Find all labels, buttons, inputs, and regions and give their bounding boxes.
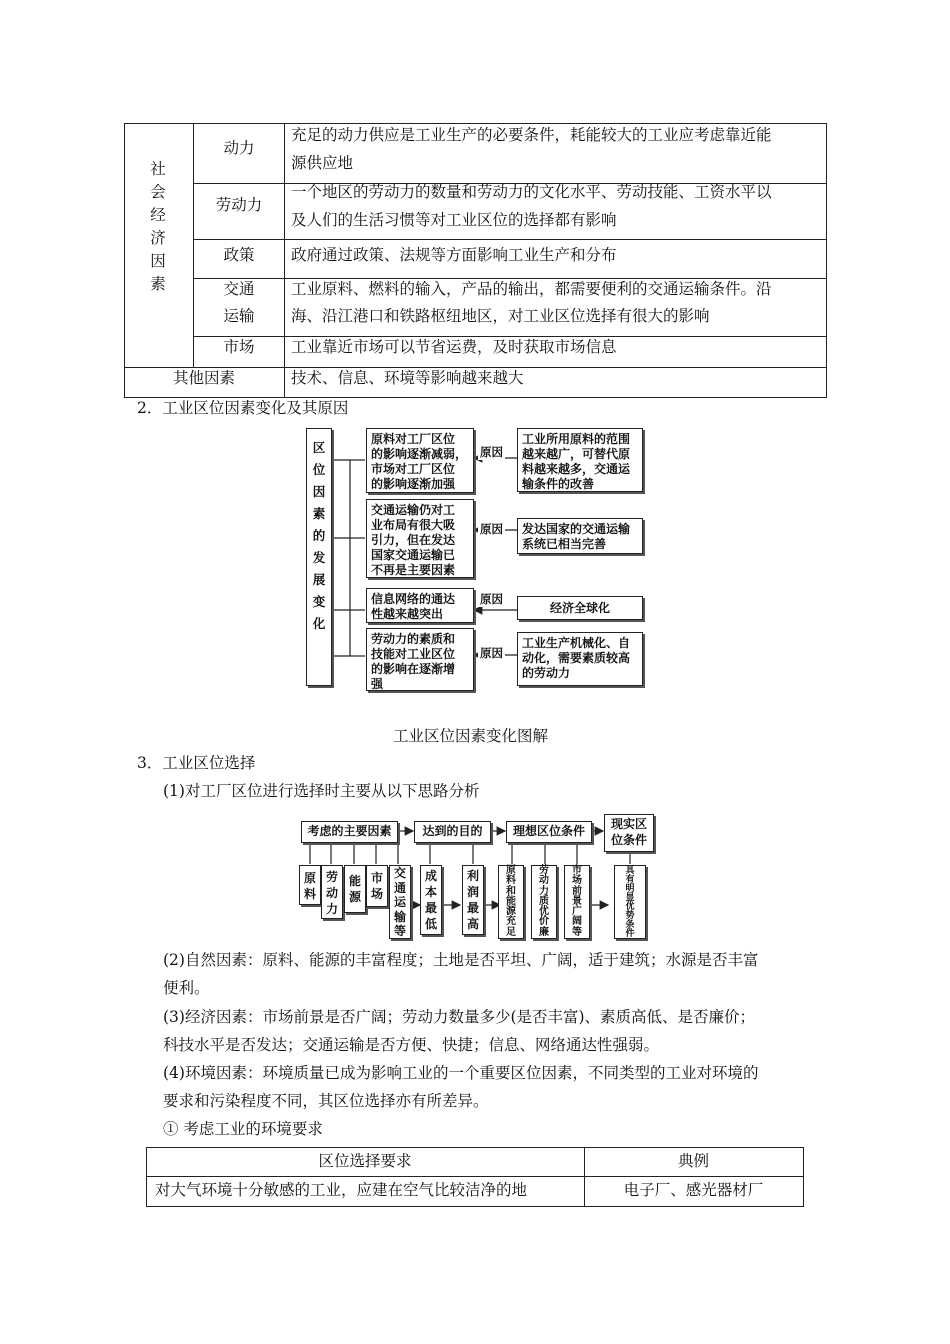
result-advantage [614, 865, 646, 939]
effect-line: 市场对工厂区位 [371, 462, 456, 476]
cause-line: 经济全球化 [549, 601, 610, 615]
flow-char: 原 [506, 865, 516, 876]
flow-char: 廉 [539, 926, 549, 938]
factor-policy: 政策 [223, 246, 255, 264]
desc-market: 工业靠近市场可以节省运费，及时获取市场信息 [291, 338, 617, 356]
step-line: 位条件 [610, 833, 647, 847]
para-economic-line2: 科技水平是否发达；交通运输是否方便、快捷；信息、网络通达性强弱。 [163, 1036, 660, 1054]
flow-char: 场 [370, 887, 383, 901]
flow-char: 力 [325, 902, 338, 916]
flow-char: 市 [370, 871, 383, 885]
arrow-label-reason: 原因 [480, 592, 503, 606]
flow-char: 能 [348, 874, 361, 888]
flow-char: 动 [325, 886, 338, 900]
effect-line: 的影响在逐渐增 [371, 662, 456, 676]
effect-line: 业布局有很大吸 [371, 518, 456, 532]
table2-header-requirement: 区位选择要求 [318, 1152, 412, 1170]
flow-char: 源 [506, 906, 516, 918]
step-goal: 达到的目的 [414, 821, 491, 843]
flow-char: 优 [539, 906, 549, 918]
cause-line: 工业生产机械化、自 [522, 636, 631, 650]
flow-char: 件 [625, 929, 635, 939]
effect-box-information [366, 588, 474, 623]
desc-labor-line2: 及人们的生活习惯等对工业区位的选择都有影响 [291, 211, 617, 229]
flow-char: 源 [348, 890, 361, 904]
flow-char: 成 [424, 869, 437, 883]
flow-char: 具 [625, 866, 635, 876]
flow-char: 料 [303, 887, 316, 901]
arrow-label-reason: 原因 [480, 522, 503, 536]
factor-transport-box [389, 865, 411, 939]
category-char: 因 [150, 252, 166, 270]
category-char: 经 [150, 206, 166, 224]
title-char: 的 [312, 528, 326, 543]
flow-char: 广 [572, 906, 582, 918]
desc-power-line1: 充足的动力供应是工业生产的必要条件，耗能较大的工业应考虑靠近能 [291, 126, 772, 144]
effect-line: 交通运输仍对工 [371, 503, 456, 517]
title-char: 位 [312, 462, 326, 477]
flow-char: 条 [625, 920, 635, 930]
factor-power: 动力 [223, 139, 255, 157]
flow-char: 劳 [539, 865, 549, 876]
factor-raw-material [299, 865, 321, 905]
flow-char: 明 [625, 884, 635, 894]
diagram-caption: 工业区位因素变化图解 [393, 727, 549, 745]
category-char: 素 [150, 275, 166, 293]
step-main-factors: 考虑的主要因素 [301, 821, 398, 843]
category-char: 社 [150, 160, 166, 178]
flow-char: 和 [506, 885, 516, 897]
flow-char: 价 [539, 916, 549, 928]
flow-char: 充 [506, 916, 516, 928]
effect-line: 的影响逐渐加强 [371, 477, 456, 491]
effect-box-labor [366, 628, 474, 691]
effect-line: 信息网络的通达 [371, 592, 456, 606]
table2-cell-requirement: 对大气环境十分敏感的工业，应建在空气比较洁净的地 [155, 1181, 528, 1199]
para-environment-line1: (4)环境因素：环境质量已成为影响工业的一个重要区位因素，不同类型的工业对环境的 [163, 1064, 759, 1082]
flow-char: 动 [539, 875, 549, 887]
flow-char: 势 [625, 911, 635, 921]
flow-char: 高 [466, 917, 479, 931]
effect-line: 不再是主要因素 [371, 563, 456, 577]
flow-char: 利 [466, 869, 479, 883]
diagram-title-box [306, 428, 332, 686]
flow-char: 景 [572, 895, 582, 907]
cause-line: 输条件的改善 [522, 477, 595, 491]
effect-line: 引力，但在发达 [371, 533, 456, 547]
flow-char: 显 [625, 893, 635, 903]
condition-materials-energy [498, 865, 524, 939]
flow-char: 通 [393, 880, 406, 895]
cause-box-mechanization [517, 632, 643, 686]
arrow-label-reason: 原因 [480, 646, 503, 660]
flow-char: 润 [466, 885, 479, 899]
effect-line: 的影响逐渐减弱， [371, 447, 468, 461]
goal-lowest-cost [420, 865, 442, 935]
cause-line: 料越来越多，交通运 [522, 462, 631, 476]
title-char: 变 [312, 594, 326, 609]
factor-transport-line1: 交通 [223, 280, 255, 298]
category-char: 济 [150, 229, 166, 247]
cause-line: 工业所用原料的范围 [522, 432, 631, 446]
cause-line: 发达国家的交通运输 [522, 522, 631, 536]
flow-char: 最 [424, 901, 437, 915]
section2-heading: 2．工业区位因素变化及其原因 [137, 399, 349, 417]
desc-power-line2: 源供应地 [291, 154, 354, 172]
table2-cell-example: 电子厂、感光器材厂 [623, 1181, 764, 1199]
desc-policy: 政府通过政策、法规等方面影响工业生产和分布 [291, 246, 617, 264]
title-char: 因 [312, 484, 326, 499]
sub-item-environment: ① 考虑工业的环境要求 [163, 1120, 323, 1138]
flow-char: 市 [572, 865, 582, 876]
category-char: 会 [150, 183, 166, 201]
cause-box-transport-system [517, 518, 643, 554]
step-real-conditions [604, 814, 654, 852]
flow-char: 劳 [325, 870, 338, 884]
flow-char: 足 [506, 926, 516, 938]
title-char: 发 [312, 550, 326, 565]
title-char: 展 [312, 572, 326, 587]
flow-char: 低 [424, 917, 437, 931]
effect-line: 性越来越突出 [371, 607, 444, 621]
cause-line: 动化，需要素质较高 [522, 651, 631, 665]
factor-other: 其他因素 [172, 369, 235, 387]
flow-char: 质 [539, 895, 549, 907]
factor-energy [344, 865, 366, 913]
flow-char: 等 [393, 924, 406, 938]
cause-box-globalization [517, 596, 643, 620]
para-environment-line2: 要求和污染程度不同，其区位选择亦有所差异。 [163, 1092, 489, 1110]
para-natural-line1: (2)自然因素：原料、能源的丰富程度；土地是否平坦、广阔，适于建筑；水源是否丰富 [163, 951, 759, 969]
arrow-label-reason: 原因 [480, 445, 503, 459]
effect-box-materials [366, 428, 474, 493]
factor-transport-line2: 运输 [223, 307, 255, 325]
flow-char: 本 [424, 885, 437, 899]
factor-labor: 劳动力 [215, 196, 263, 214]
category-label [148, 158, 170, 296]
effect-line: 强 [371, 677, 384, 691]
cause-line: 越来越广，可替代原 [522, 447, 631, 461]
flow-char: 原 [303, 871, 316, 885]
desc-other: 技术、信息、环境等影响越来越大 [291, 369, 524, 387]
effect-line: 劳动力的素质和 [371, 632, 456, 646]
desc-labor-line1: 一个地区的劳动力的数量和劳动力的文化水平、劳动技能、工资水平以 [291, 183, 772, 201]
title-char: 区 [312, 440, 326, 455]
flow-char: 能 [506, 895, 516, 907]
desc-transport-line2: 海、沿江港口和铁路枢纽地区，对工业区位选择有很大的影响 [291, 307, 710, 325]
title-char: 化 [312, 616, 326, 631]
table2-header-example: 典例 [677, 1152, 709, 1170]
factor-market-box [366, 865, 388, 907]
condition-labor [531, 865, 557, 939]
desc-transport-line1: 工业原料、燃料的输入，产品的输出，都需要便利的交通运输条件。沿 [291, 280, 772, 298]
section3-sub1: (1)对工厂区位进行选择时主要从以下思路分析 [163, 782, 480, 800]
flow-char: 场 [572, 875, 582, 887]
flow-char: 有 [625, 875, 635, 885]
cause-box-raw-materials [517, 428, 643, 492]
flow-char: 料 [506, 875, 516, 887]
step-ideal-conditions: 理想区位条件 [506, 821, 592, 843]
effect-line: 国家交通运输已 [371, 548, 456, 562]
flow-char: 交 [393, 866, 406, 880]
para-natural-line2: 便利。 [163, 979, 210, 997]
flow-char: 运 [393, 895, 406, 909]
effect-box-transport [366, 499, 474, 578]
effect-line: 技能对工业区位 [371, 647, 456, 661]
condition-market [564, 865, 590, 939]
flow-char: 优 [625, 902, 635, 912]
flow-char: 等 [572, 926, 582, 938]
cause-line: 的劳动力 [522, 666, 571, 680]
para-economic-line1: (3)经济因素：市场前景是否广阔；劳动力数量多少(是否丰富)、素质高低、是否廉价； [163, 1008, 756, 1026]
title-char: 素 [312, 506, 326, 521]
flow-char: 阔 [572, 916, 582, 928]
flow-char: 输 [393, 909, 406, 924]
effect-line: 原料对工厂区位 [371, 432, 456, 446]
factor-labor-box [321, 865, 343, 919]
factor-market: 市场 [223, 338, 255, 356]
step-line: 现实区 [610, 817, 647, 831]
cause-line: 系统已相当完善 [522, 537, 607, 551]
flow-char: 最 [466, 901, 479, 915]
flow-char: 前 [572, 885, 582, 897]
goal-highest-profit [462, 865, 484, 935]
section3-heading: 3．工业区位选择 [137, 754, 256, 772]
flow-char: 力 [539, 885, 549, 897]
